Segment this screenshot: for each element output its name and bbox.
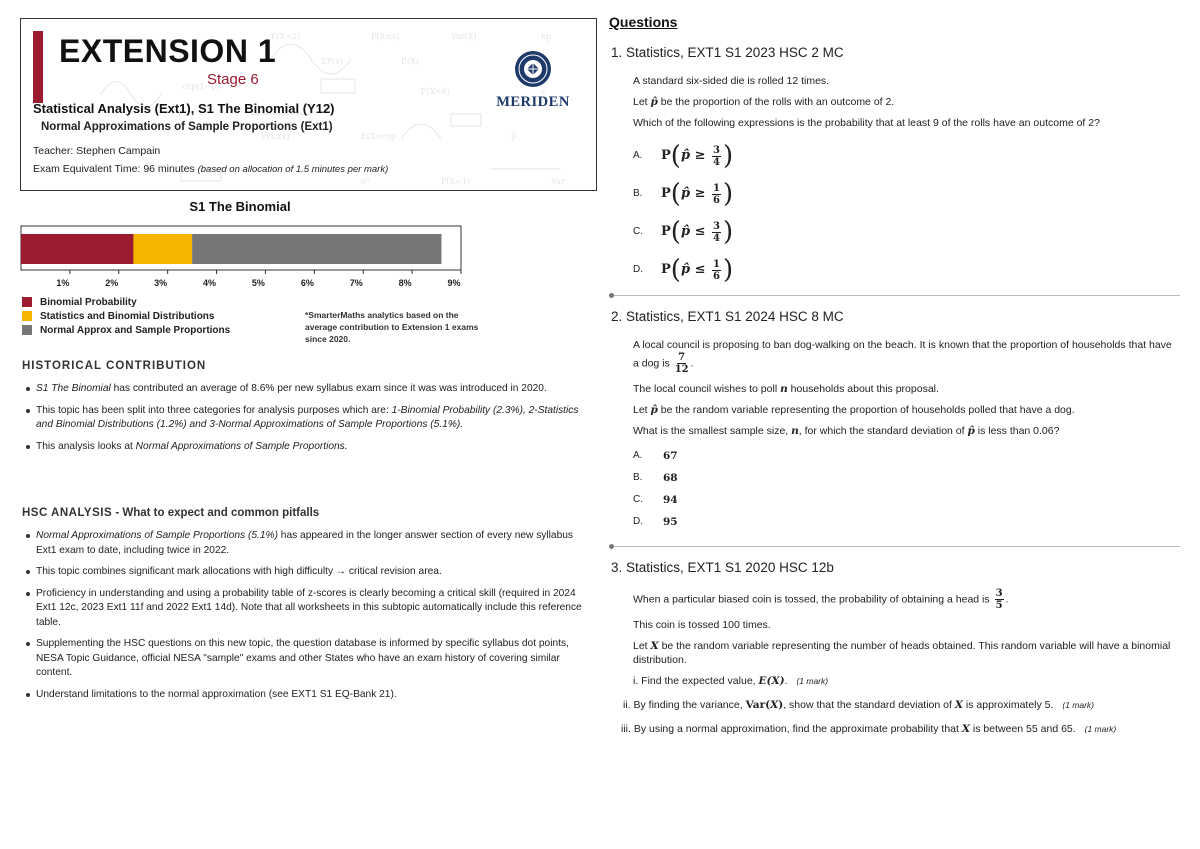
- inequality-symbol: ≤: [694, 262, 706, 277]
- questions-heading: Questions: [609, 14, 678, 30]
- teacher-name: Stephen Campain: [76, 145, 161, 157]
- answer-option[interactable]: [633, 467, 1178, 489]
- logo-subtext: [491, 111, 575, 116]
- school-logo: [491, 49, 575, 116]
- fraction-denominator: 6: [713, 194, 720, 206]
- text-run: A local council is proposing to ban dog-walking on the beach. It is known that the proportion of households that have a dog is: [633, 339, 1172, 370]
- option-label: B.: [633, 472, 643, 483]
- question-1-options: [633, 137, 1178, 289]
- x-tick-label: 9%: [447, 278, 461, 288]
- exam-time-value: 96 minutes: [143, 163, 195, 175]
- question-text: [633, 95, 1178, 109]
- legend-swatch: [22, 297, 32, 307]
- option-label: B.: [633, 188, 643, 199]
- legend-swatch: [22, 325, 32, 335]
- emphasis-text: Normal Approximations of Sample Proportions.: [135, 440, 348, 452]
- historical-heading: HISTORICAL CONTRIBUTION: [22, 360, 207, 372]
- list-item: [22, 404, 594, 433]
- svg-text:P(X=k): P(X=k): [421, 87, 450, 96]
- option-label: A.: [633, 150, 643, 161]
- option-value: 67: [663, 450, 678, 462]
- list-item: [22, 587, 594, 631]
- question-2-options: [633, 445, 1178, 533]
- fraction-denominator: 4: [713, 156, 720, 168]
- logo-text: MERIDEN: [496, 94, 570, 110]
- p-hat-symbol: p̂: [650, 404, 658, 416]
- x-tick-label: 2%: [105, 278, 119, 288]
- probability-expression: P ( p̂ ≤ $\frac{1}{6}$ ): [661, 255, 734, 285]
- x-tick-label: 3%: [154, 278, 168, 288]
- question-text: [633, 424, 1178, 438]
- option-label: A.: [633, 450, 643, 461]
- legend-item: [22, 323, 230, 337]
- bar-segment-3: [192, 234, 441, 264]
- question-1-title: 1. Statistics, EXT1 S1 2023 HSC 2 MC: [611, 45, 844, 60]
- x-tick-label: 5%: [251, 278, 265, 288]
- emphasis-text: 1-Binomial Probability (2.3%), 2-Statistics and Binomial Distributions (1.2%) and 3-Normal Approximations of Sample Proportions (5.1%).: [36, 404, 579, 430]
- x-tick-label: 8%: [398, 278, 412, 288]
- question-1-body: [633, 74, 1178, 289]
- chart-footnote: *SmarterMaths analytics based on the average contribution to Extension 1 exams since 2020.: [305, 310, 479, 344]
- svg-text:z: z: [541, 87, 546, 96]
- probability-expression: P ( p̂ ≥ $\frac{1}{6}$ ): [661, 179, 734, 209]
- stage-label: Stage 6: [207, 71, 259, 88]
- legend-item: [22, 295, 230, 309]
- option-label: C.: [633, 226, 643, 237]
- x-tick-label: 4%: [203, 278, 217, 288]
- svg-text:σ²: σ²: [361, 177, 370, 186]
- svg-text:√np(1−p): √np(1−p): [181, 82, 220, 91]
- emphasis-text: S1 The Binomial: [36, 383, 111, 394]
- x-tick-label: 1%: [56, 278, 70, 288]
- list-item: [22, 440, 594, 455]
- sub-question-i: i. Find the expected value, E(X). (1 mark): [633, 675, 829, 687]
- teacher-line: [33, 145, 160, 157]
- text-run: is less than 0.06?: [974, 425, 1060, 437]
- mark-allocation: (1 mark): [796, 676, 829, 686]
- svg-text:Var(X): Var(X): [451, 32, 477, 41]
- svg-text:ΣP(x): ΣP(x): [321, 57, 343, 66]
- topic-title: Statistical Analysis (Ext1), S1 The Binomial (Y12): [33, 101, 335, 116]
- question-3-title: 3. Statistics, EXT1 S1 2020 HSC 12b: [611, 560, 834, 575]
- legend-item: [22, 309, 230, 323]
- chart-legend: [22, 295, 230, 337]
- question-2-body: [633, 338, 1178, 533]
- text-run: iii. By using a normal approximation, find the approximate probability that: [621, 723, 962, 735]
- answer-option[interactable]: [633, 137, 1178, 175]
- chart-title: S1 The Binomial: [189, 199, 291, 214]
- text-run: be the random variable representing the number of heads obtained. This random variable will have a binomial distribution.: [633, 640, 1171, 666]
- svg-text:Var: Var: [551, 177, 565, 186]
- fraction: [995, 588, 1004, 611]
- text-run: ii. By finding the variance,: [623, 699, 746, 711]
- list-text: Understand limitations to the normal approximation (see EXT1 S1 EQ-Bank 21).: [36, 688, 397, 700]
- inequality-symbol: ≤: [694, 224, 706, 239]
- list-text: This topic has been split into three categories for analysis purposes which are:: [36, 404, 392, 416]
- fraction-numerator: 7: [678, 352, 686, 363]
- list-item: [22, 565, 594, 580]
- mark-allocation: (1 mark): [1084, 724, 1117, 734]
- n-symbol: n: [780, 383, 788, 395]
- x-symbol: X: [650, 640, 659, 652]
- svg-text:E(X): E(X): [401, 57, 419, 66]
- text-run: , show that the standard deviation of: [783, 699, 955, 711]
- text-run: The local council wishes to poll: [633, 383, 781, 395]
- stacked-bar-chart: [20, 225, 465, 293]
- question-text: [633, 639, 1178, 667]
- sub-question-iii: [621, 722, 1178, 736]
- answer-option[interactable]: [633, 511, 1178, 533]
- list-item: [22, 382, 594, 397]
- list-item: [22, 637, 594, 681]
- text-run: Let: [633, 640, 651, 652]
- fraction-denominator: 5: [995, 600, 1003, 611]
- text-run: is approximately 5.: [962, 699, 1054, 711]
- x-symbol: X: [961, 723, 971, 735]
- fraction-denominator: 6: [713, 270, 720, 282]
- legend-swatch: [22, 311, 32, 321]
- question-separator: [609, 546, 1180, 547]
- hsc-heading: [22, 507, 319, 519]
- option-value: 68: [663, 472, 678, 484]
- fraction-numerator: 1: [713, 258, 720, 270]
- option-label: D.: [633, 264, 643, 275]
- fraction-denominator: 12: [674, 364, 689, 375]
- fraction-numerator: 3: [713, 144, 720, 156]
- svg-text:P(X=1): P(X=1): [441, 177, 471, 186]
- list-item: [22, 529, 594, 558]
- question-text: [633, 403, 1178, 417]
- text-run: be the random variable representing the proportion of households polled that have a dog.: [657, 404, 1075, 416]
- header-box: [20, 18, 597, 191]
- list-text: has contributed an average of 8.6% per new syllabus exam since it was was introduced in 2020.: [110, 383, 547, 394]
- list-text: Proficiency in understanding and using a probability table of z-scores is clearly becoming a critical skill (required in 2024 Ext1 12c, 2023 Ext1 11f and 2022 Ext1 14d). Note that all worksheets in this subtopic automatically include this reference table.: [36, 587, 582, 628]
- text-run: , for which the standard deviation of: [798, 425, 968, 437]
- svg-text:p̂: p̂: [511, 132, 517, 141]
- text-run: Let: [633, 404, 651, 416]
- x-tick-label: 6%: [300, 278, 314, 288]
- accent-bar: [33, 31, 43, 103]
- bar-segment-2: [133, 234, 192, 264]
- course-title: EXTENSION 1: [59, 33, 277, 69]
- question-separator: [609, 295, 1180, 296]
- exam-time-line: [33, 163, 388, 175]
- list-text: This analysis looks at: [36, 440, 136, 452]
- fraction: [712, 145, 721, 168]
- question-text: This coin is tossed 100 times.: [633, 619, 771, 631]
- svg-text:P(X≥x): P(X≥x): [261, 132, 290, 141]
- answer-option[interactable]: [633, 213, 1178, 251]
- sub-question-ii: [623, 698, 1178, 712]
- answer-option[interactable]: [633, 489, 1178, 511]
- option-value: 95: [663, 516, 678, 528]
- fraction-numerator: 3: [995, 588, 1003, 599]
- legend-label: Statistics and Binomial Distributions: [40, 310, 215, 322]
- fraction: [712, 259, 721, 282]
- hsc-heading-rest: - What to expect and common pitfalls: [112, 507, 320, 519]
- question-text: Which of the following expressions is the probability that at least 9 of the rolls have an outcome of 2?: [633, 117, 1100, 129]
- question-3-body: [621, 588, 1178, 746]
- exam-time-note: (based on allocation of 1.5 minutes per mark): [197, 164, 389, 175]
- legend-label: Binomial Probability: [40, 296, 137, 308]
- text-run: be the proportion of the rolls with an outcome of 2.: [657, 96, 895, 108]
- text-run: i. Find the expected value,: [633, 675, 759, 687]
- bar-segment-1: [21, 234, 133, 264]
- svg-text:P(X=2): P(X=2): [271, 32, 301, 41]
- x-tick-label: 7%: [349, 278, 363, 288]
- probability-expression: P ( p̂ ≤ $\frac{3}{4}$ ): [661, 217, 734, 247]
- list-text: has appeared in the longer answer section of every new syllabus Ext1 exam to date, including twice in 2022.: [36, 530, 574, 556]
- text-run: When a particular biased coin is tossed, the probability of obtaining a head is: [633, 593, 990, 606]
- text-run: households about this proposal.: [787, 383, 939, 395]
- answer-option[interactable]: [633, 445, 1178, 467]
- fraction: [712, 183, 721, 206]
- p-hat-symbol: p̂: [650, 96, 658, 108]
- svg-text:np: np: [541, 32, 552, 41]
- hsc-list: [22, 529, 594, 709]
- n-symbol: n: [791, 425, 799, 437]
- svg-text:E(X)=np: E(X)=np: [361, 132, 396, 141]
- text-run: Let: [633, 96, 651, 108]
- option-value: 94: [663, 494, 678, 506]
- option-label: D.: [633, 516, 643, 527]
- subtopic-title: Normal Approximations of Sample Proportions (Ext1): [41, 121, 333, 133]
- fraction: [675, 352, 689, 375]
- historical-list: [22, 382, 594, 461]
- legend-label: Normal Approx and Sample Proportions: [40, 324, 231, 336]
- answer-option[interactable]: [633, 175, 1178, 213]
- list-text: Supplementing the HSC questions on this new topic, the question database is informed by specific syllabus dot points, NESA Topic Guidance, official NESA "sample" exams and other States who have an exam history of covering similar content.: [36, 638, 569, 678]
- crest-icon: [513, 49, 553, 89]
- list-text: This topic combines significant mark allocations with high difficulty → critical revision area.: [36, 566, 442, 577]
- question-text: A local council is proposing to ban dog-walking on the beach. It is known that the proportion of households that have a dog is $\frac{7}{12}$ .: [633, 339, 1172, 375]
- list-item: [22, 688, 594, 703]
- variance-symbol: Var(X): [745, 699, 784, 711]
- svg-text:P(X≤x): P(X≤x): [371, 32, 400, 41]
- expected-value-symbol: E(X): [758, 675, 785, 687]
- teacher-label: Teacher:: [33, 145, 74, 157]
- x-symbol: X: [954, 699, 963, 711]
- fraction-denominator: 4: [713, 232, 720, 244]
- question-text: A standard six-sided die is rolled 12 times.: [633, 75, 830, 87]
- inequality-symbol: ≥: [694, 148, 706, 163]
- text-run: is between 55 and 65.: [970, 723, 1076, 735]
- fraction: [712, 221, 721, 244]
- probability-expression: P ( p̂ ≥ $\frac{3}{4}$ ): [661, 141, 734, 171]
- option-label: C.: [633, 494, 643, 505]
- inequality-symbol: ≥: [694, 186, 706, 201]
- question-text: [633, 382, 1178, 396]
- hsc-heading-bold: HSC ANALYSIS: [22, 507, 113, 519]
- emphasis-text: Normal Approximations of Sample Proportions (5.1%): [36, 530, 278, 541]
- question-2-title: 2. Statistics, EXT1 S1 2024 HSC 8 MC: [611, 309, 844, 324]
- mark-allocation: (1 mark): [1062, 700, 1094, 710]
- fraction-numerator: 3: [713, 220, 720, 232]
- text-run: What is the smallest sample size,: [633, 425, 792, 437]
- answer-option[interactable]: [633, 251, 1178, 289]
- question-text: When a particular biased coin is tossed, the probability of obtaining a head is $\frac{3}{5}$ .: [633, 588, 1009, 611]
- exam-time-label: Exam Equivalent Time:: [33, 163, 141, 175]
- fraction-numerator: 1: [713, 182, 720, 194]
- p-hat-symbol: p̂: [967, 425, 975, 437]
